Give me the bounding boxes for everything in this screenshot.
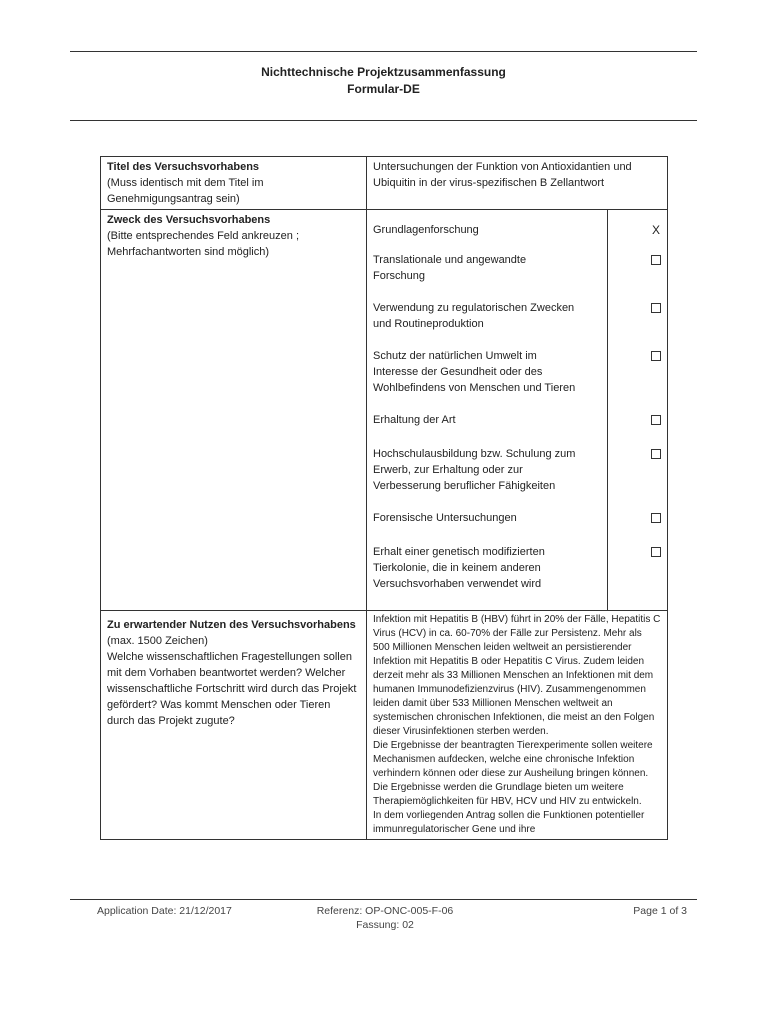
option-label: Schutz der natürlichen Umwelt im Interesse der Gesundheit oder des Wohlbefindens von Menschen und Tieren (373, 350, 576, 394)
checkbox-icon[interactable] (651, 255, 661, 265)
benefit-row (101, 611, 668, 840)
purpose-label: Zweck des Versuchsvorhabens (107, 214, 271, 226)
top-rule (70, 51, 697, 52)
benefit-questions: Welche wissenschaftlichen Fragestellungen sollen mit dem Vorhaben beantwortet werden? Welcher wissenschaftliche Fortschritt wird durch das Projekt gefördert? Was kommt Menschen oder Tieren durch das Projekt zugute? (107, 651, 357, 727)
option-label: Erhaltung der Art (373, 414, 456, 426)
benefit-text-cell (367, 611, 668, 840)
checkbox-icon[interactable] (651, 547, 661, 557)
title-note: (Muss identisch mit dem Titel im Genehmigungsantrag sein) (107, 177, 264, 205)
purpose-options-cell (367, 210, 668, 611)
form-code: Formular-DE (347, 82, 420, 96)
footer-reference-code: Referenz: OP-ONC-005-F-06 (316, 905, 454, 917)
purpose-option-regulatory (373, 300, 673, 332)
footer-version: Fassung: 02 (356, 919, 414, 931)
checked-x-mark[interactable]: X (651, 223, 660, 237)
purpose-option-education (373, 446, 673, 494)
checkbox-icon[interactable] (651, 415, 661, 425)
benefit-label-cell (101, 611, 367, 840)
checkbox-icon[interactable] (651, 449, 661, 459)
option-label: Grundlagenforschung (373, 224, 479, 236)
document-title: Nichttechnische Projektzusammenfassung (261, 65, 506, 79)
header-rule (70, 120, 697, 121)
option-label: Translationale und angewandte Forschung (373, 254, 527, 282)
purpose-option-grundlagen (373, 222, 673, 238)
benefit-paragraph-1: Infektion mit Hepatitis B (HBV) führt in 20% der Fälle, Hepatitis C Virus (HCV) in ca. 60-70% der Fälle zur Persistenz. Mehr als 500 Millionen Menschen leiden weltweit an persistierender Infektion mit Hepatitis B oder Hepatitis C Virus. Zudem leiden derzeit mehr als 33 Millionen Menschen an Infektionen mit dem humanen Immunodefizienzvirus (HIV). Zusammengenommen leiden damit über 533 Millionen Menschen weltweit an systemischen chronischen Infektionen, die meist an den Folgen dieser Virusinfektionen sterben werden. (373, 614, 661, 737)
benefit-paragraph-3: In dem vorliegenden Antrag sollen die Funktionen potentieller immunregulatorischer Gene und ihre (373, 810, 645, 835)
title-row (101, 157, 668, 210)
option-label: Verwendung zu regulatorischen Zwecken und Routineproduktion (373, 302, 575, 330)
footer-page-number: Page 1 of 3 (633, 905, 687, 917)
purpose-row (101, 210, 668, 611)
footer-reference (300, 904, 470, 932)
project-title: Untersuchungen der Funktion von Antioxidantien und Ubiquitin in der virus-spezifischen B Zellantwort (373, 161, 632, 189)
purpose-option-species (373, 412, 673, 430)
option-label: Hochschulausbildung bzw. Schulung zum Erwerb, zur Erhaltung oder zur Verbesserung beruflicher Fähigkeiten (373, 448, 576, 492)
footer-application-date: Application Date: 21/12/2017 (97, 905, 232, 917)
purpose-option-forensic (373, 510, 673, 528)
footer-rule (70, 899, 697, 900)
title-value-cell (367, 157, 668, 210)
purpose-option-translational (373, 252, 673, 284)
purpose-label-cell (101, 210, 367, 611)
benefit-paragraph-2: Die Ergebnisse der beantragten Tierexperimente sollen weitere Mechanismen aufdecken, welche eine chronische Infektion verhindern können oder diese zur Ausheilung bringen können. Die Ergebnisse werden die Grundlage bieten um weitere Therapiemöglichkeiten für HBV, HCV und HIV zu entwickeln. (373, 740, 653, 807)
option-label: Forensische Untersuchungen (373, 512, 517, 524)
checkbox-icon[interactable] (651, 513, 661, 523)
benefit-heading (107, 617, 360, 649)
purpose-note: (Bitte entsprechendes Feld ankreuzen ; Mehrfachantworten sind möglich) (107, 230, 300, 258)
purpose-option-gm-colony (373, 544, 673, 592)
checkbox-icon[interactable] (651, 303, 661, 313)
title-label: Titel des Versuchsvorhabens (107, 161, 260, 173)
option-label: Erhalt einer genetisch modifizierten Tierkolonie, die in keinem anderen Versuchsvorhaben verwendet wird (373, 546, 545, 590)
benefit-limit-note: (max. 1500 Zeichen) (107, 635, 208, 647)
benefit-label: Zu erwartender Nutzen des Versuchsvorhabens (107, 619, 356, 631)
summary-form-table (100, 156, 668, 840)
title-label-cell (101, 157, 367, 210)
checkbox-icon[interactable] (651, 351, 661, 361)
purpose-option-environment (373, 348, 673, 396)
